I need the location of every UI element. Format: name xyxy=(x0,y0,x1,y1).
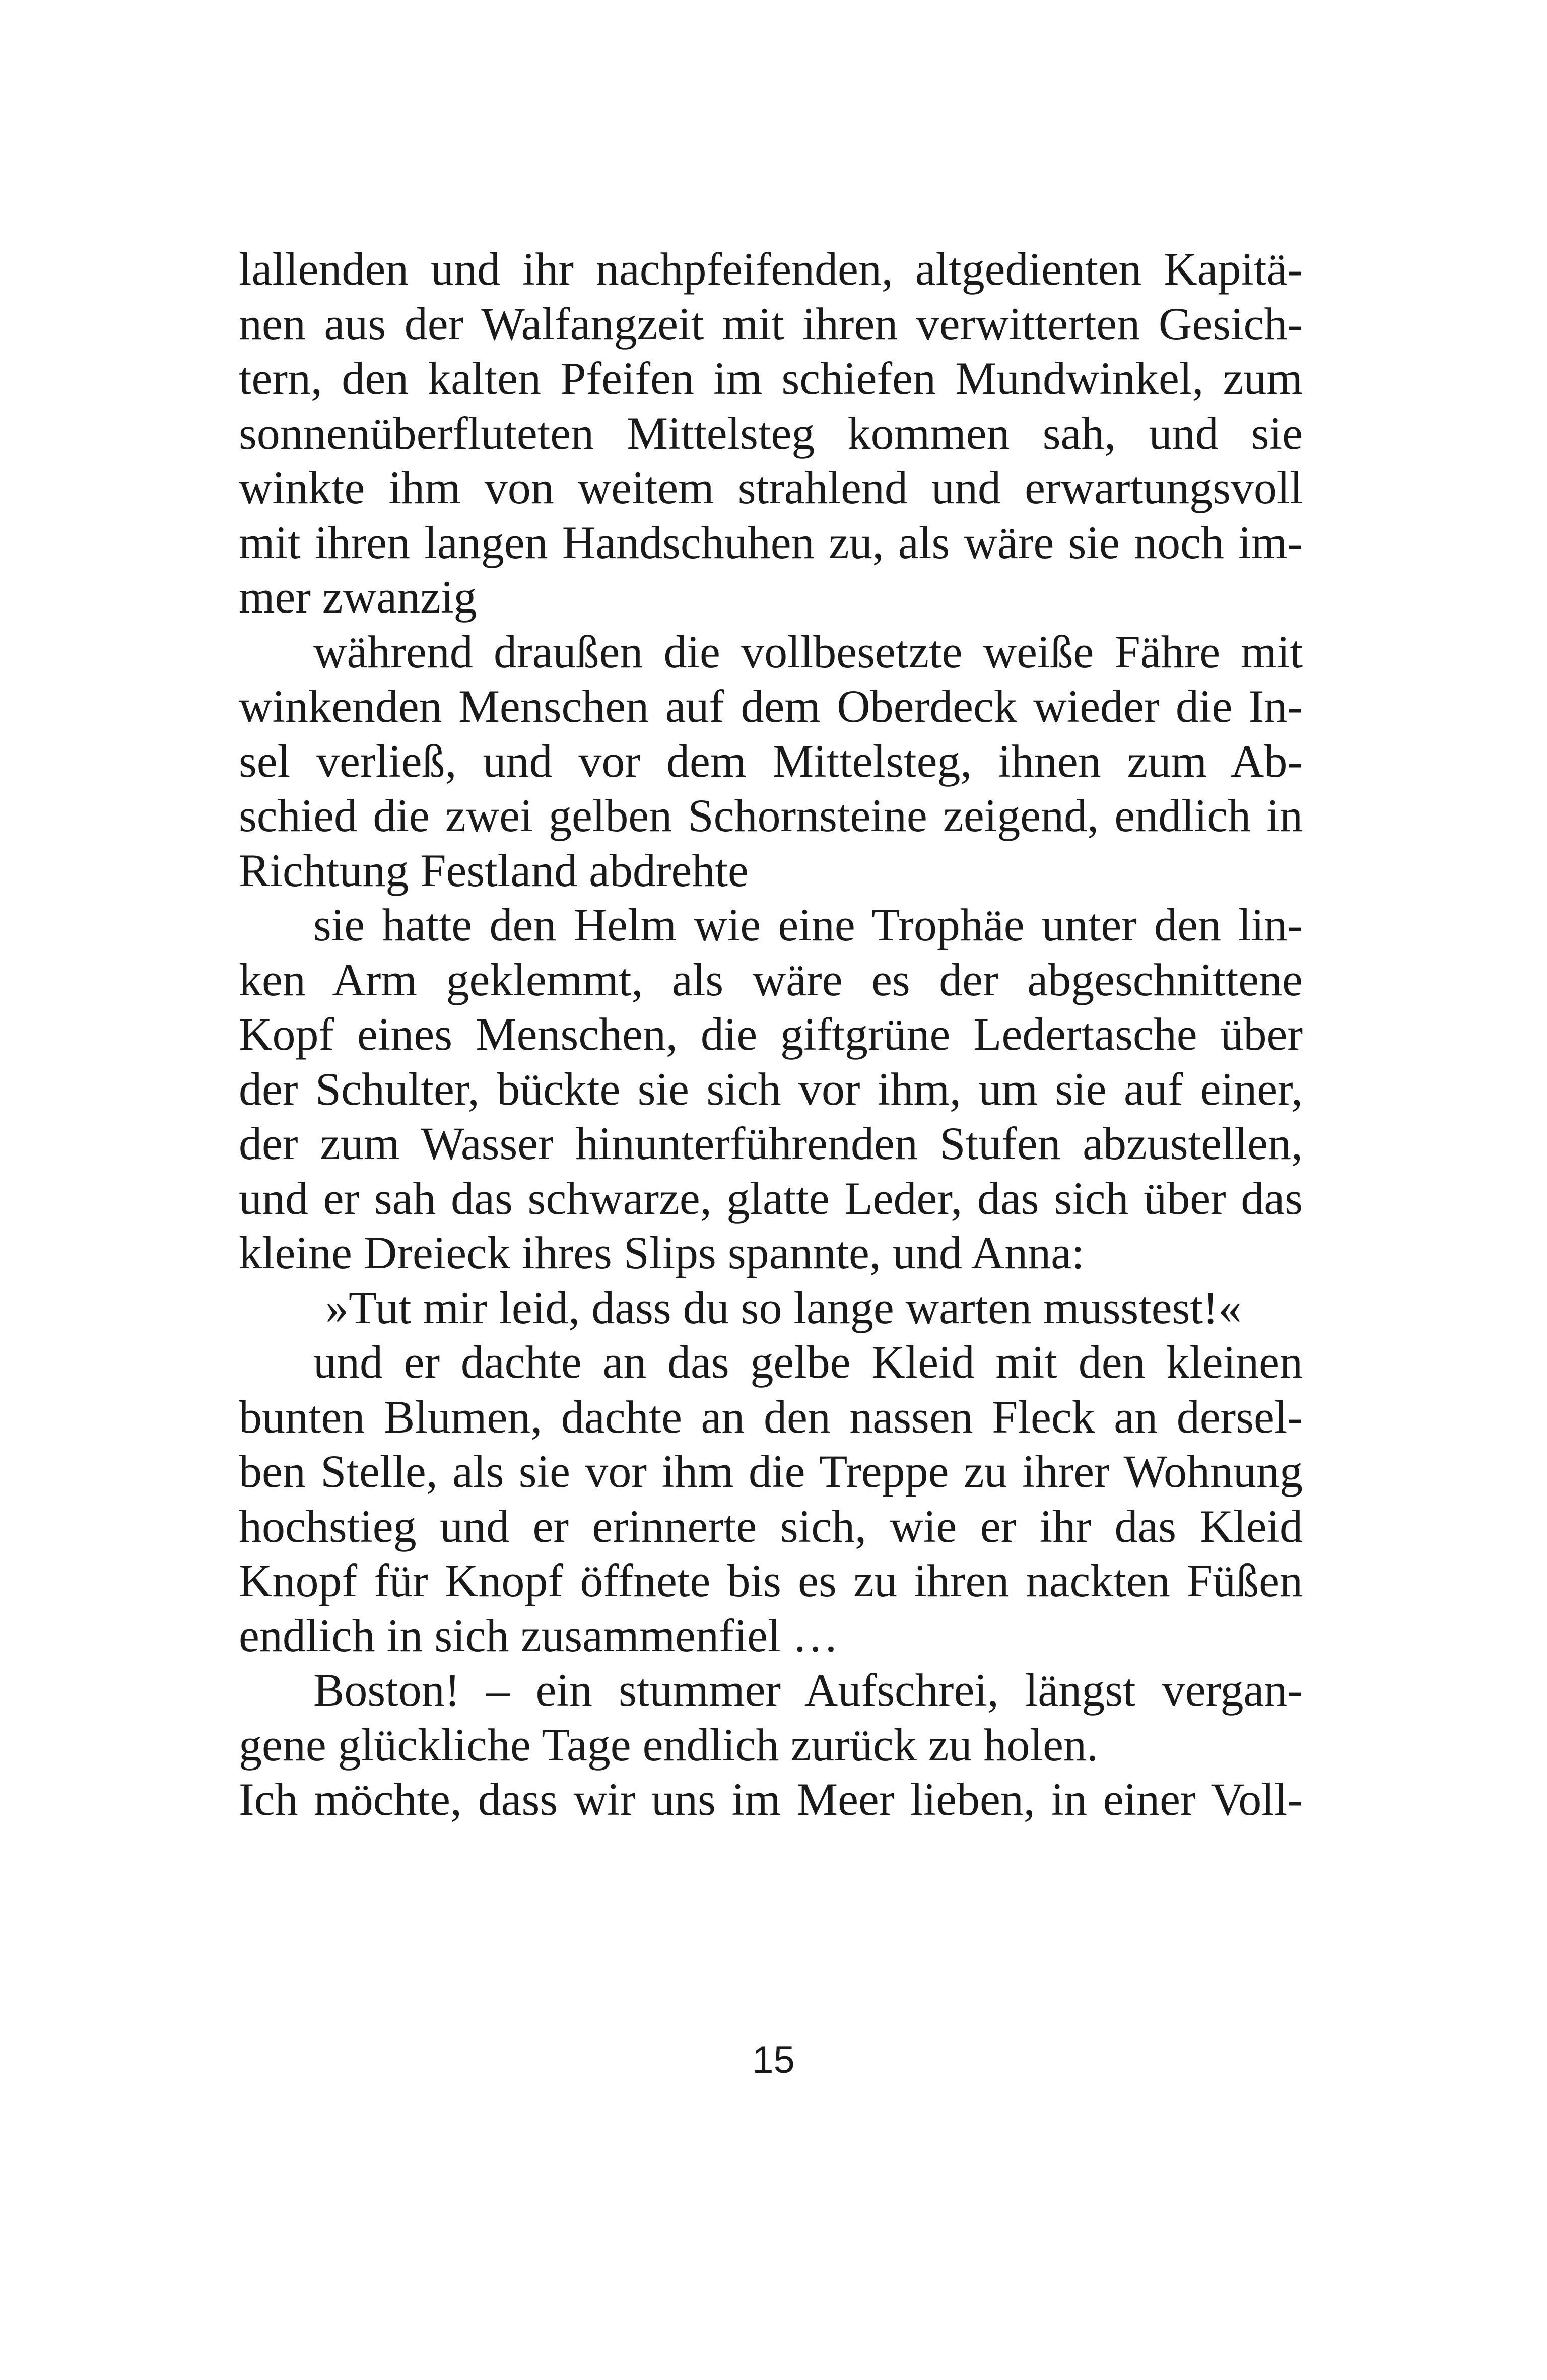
text-line: ben Stelle, als sie vor ihm die Treppe zu ihrer Wohnung xyxy=(239,1446,1303,1497)
text-line: bunten Blumen, dachte an den nassen Fleck an dersel- xyxy=(239,1391,1303,1443)
text-line: endlich in sich zusammenfiel … xyxy=(239,1609,839,1661)
paragraph xyxy=(239,1335,1303,1663)
text-line: gene glückliche Tage endlich zurück zu holen. xyxy=(239,1719,1098,1771)
text-line: schied die zwei gelben Schornsteine zeigend, endlich in xyxy=(239,790,1303,841)
text-line: hochstieg und er erinnerte sich, wie er ihr das Kleid xyxy=(239,1500,1303,1552)
text-line: sel verließ, und vor dem Mittelsteg, ihnen zum Ab- xyxy=(239,735,1303,787)
paragraph xyxy=(239,242,1303,625)
text-line: und er sah das schwarze, glatte Leder, das sich über das xyxy=(239,1172,1303,1224)
text-line: nen aus der Walfangzeit mit ihren verwitterten Gesich- xyxy=(239,298,1303,350)
text-line: der Schulter, bückte sie sich vor ihm, um sie auf einer, xyxy=(239,1063,1303,1115)
text-line: tern, den kalten Pfeifen im schiefen Mundwinkel, zum xyxy=(239,353,1303,404)
page-number: 15 xyxy=(752,2038,795,2081)
paragraph-quote xyxy=(239,1280,1303,1335)
text-line: Boston! – ein stummer Aufschrei, längst vergan- xyxy=(313,1664,1303,1716)
text-line: Ich möchte, dass wir uns im Meer lieben, in einer Voll- xyxy=(239,1774,1303,1825)
text-line: sie hatte den Helm wie eine Trophäe unter den lin- xyxy=(313,899,1303,950)
text-line: Richtung Festland abdrehte xyxy=(239,844,749,896)
text-line: ken Arm geklemmt, als wäre es der abgeschnittene xyxy=(239,954,1303,1005)
paragraph xyxy=(239,898,1303,1280)
text-line: Kopf eines Menschen, die giftgrüne Ledertasche über xyxy=(239,1008,1303,1060)
text-line: lallenden und ihr nachpfeifenden, altgedienten Kapitä- xyxy=(239,243,1303,295)
text-line: während draußen die vollbesetzte weiße Fähre mit xyxy=(313,626,1303,677)
paragraph xyxy=(239,625,1303,898)
paragraph xyxy=(239,1663,1303,1772)
text-line: mer zwanzig xyxy=(239,571,477,623)
text-line: mit ihren langen Handschuhen zu, als wäre sie noch im- xyxy=(239,516,1303,568)
text-line: der zum Wasser hinunterführenden Stufen abzustellen, xyxy=(239,1118,1303,1169)
quote-line: »Tut mir leid, dass du so lange warten musstest!« xyxy=(325,1281,1242,1333)
text-line: Knopf für Knopf öffnete bis es zu ihren nackten Füßen xyxy=(239,1555,1303,1606)
text-line: winkenden Menschen auf dem Oberdeck wieder die In- xyxy=(239,681,1303,732)
body-text xyxy=(239,242,1303,1827)
text-line: kleine Dreieck ihres Slips spannte, und Anna: xyxy=(239,1227,1085,1278)
text-line: sonnenüberfluteten Mittelsteg kommen sah, und sie xyxy=(239,407,1303,459)
text-line: winkte ihm von weitem strahlend und erwartungsvoll xyxy=(239,462,1303,513)
paragraph xyxy=(239,1772,1303,1827)
text-line: und er dachte an das gelbe Kleid mit den kleinen xyxy=(313,1336,1303,1388)
